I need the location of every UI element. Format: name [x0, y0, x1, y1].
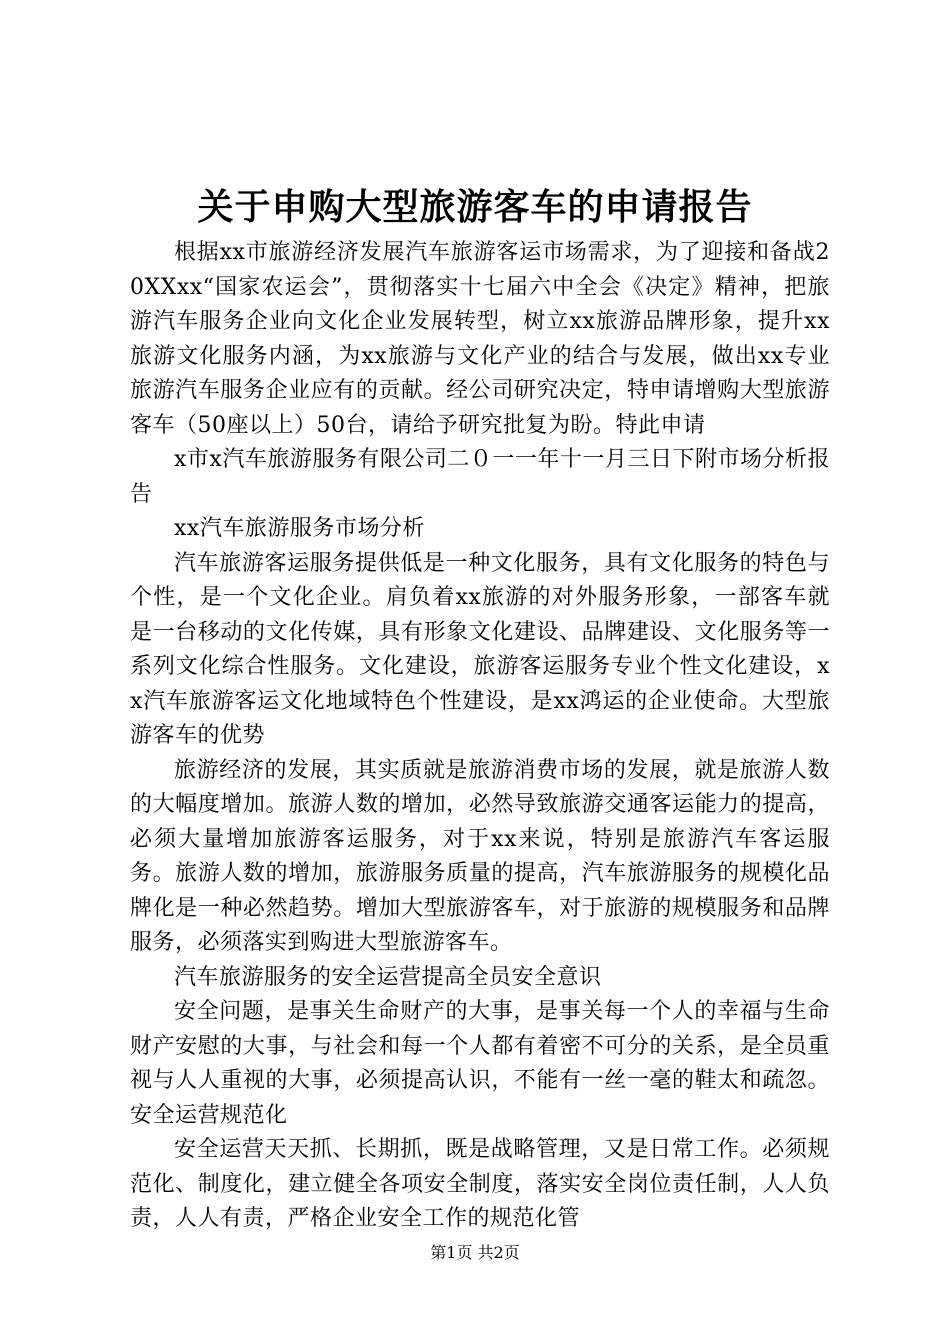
- document-title: 关于申购大型旅游客车的申请报告: [197, 187, 753, 228]
- paragraph-application: 根据xx市旅游经济发展汽车旅游客运市场需求，为了迎接和备战20XXxx“国家农运会”，贯彻落实十七届六中全会《决定》精神，把旅游汽车服务企业向文化企业发展转型，树立xx旅游品牌形象，提升xx旅游文化服务内涵，为xx旅游与文化产业的结合与发展，做出xx专业旅游汽车服务企业应有的贡献。经公司研究决定，特申请增购大型旅游客车（50座以上）50台，请给予研究批复为盼。特此申请: [130, 240, 830, 438]
- paragraph-cultural-service: 汽车旅游客运服务提供低是一种文化服务，具有文化服务的特色与个性，是一个文化企业。肩负着xx旅游的对外服务形象，一部客车就是一台移动的文化传媒，具有形象文化建设、品牌建设、文化服务等一系列文化综合性服务。文化建设，旅游客运服务专业个性文化建设，xx汽车旅游客运文化地域特色个性建设，是xx鸿运的企业使命。大型旅游客车的优势: [130, 550, 830, 748]
- paragraph-safety-awareness: 安全问题，是事关生命财产的大事，是事关每一个人的幸福与生命财产安慰的大事，与社会和每一个人都有着密不可分的关系，是全员重视与人人重视的大事，必须提高认识，不能有一丝一毫的鞋太和疏忽。安全运营规范化: [130, 999, 830, 1128]
- section-heading-safety: 汽车旅游服务的安全运营提高全员安全意识: [174, 964, 602, 990]
- page-number-footer: 第1页 共2页: [430, 1243, 520, 1262]
- document-body: [130, 236, 830, 1237]
- paragraph-tourism-growth: 旅游经济的发展，其实质就是旅游消费市场的发展，就是旅游人数的大幅度增加。旅游人数的增加，必然导致旅游交通客运能力的提高，必须大量增加旅游客运服务，对于xx来说，特别是旅游汽车客运服务。旅游人数的增加，旅游服务质量的提高，汽车旅游服务的规模化品牌化是一种必然趋势。增加大型旅游客车，对于旅游的规模服务和品牌服务，必须落实到购进大型旅游客车。: [130, 757, 830, 955]
- paragraph-safety-standardization: 安全运营天天抓、长期抓，既是战略管理，又是日常工作。必须规范化、制度化，建立健全各项安全制度，落实安全岗位责任制，人人负责，人人有责，严格企业安全工作的规范化管: [130, 1137, 830, 1231]
- section-heading-market-analysis: xx汽车旅游服务市场分析: [174, 516, 425, 541]
- paragraph-signature: x市x汽车旅游服务有限公司二０一一年十一月三日下附市场分析报告: [130, 447, 830, 507]
